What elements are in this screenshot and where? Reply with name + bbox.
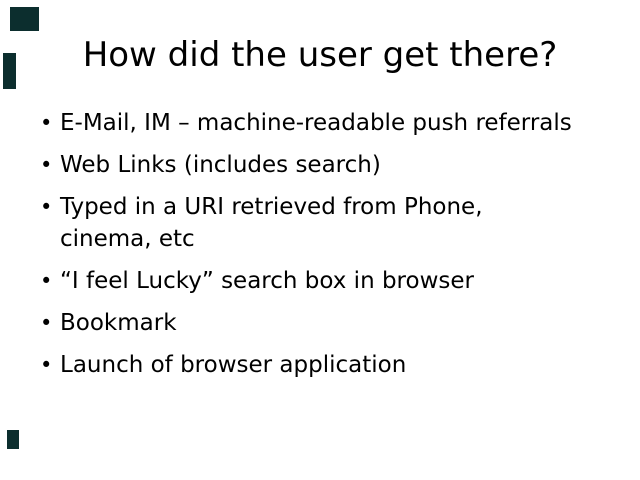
template-square-bottom-icon (7, 430, 19, 449)
bullet-icon: • (40, 269, 53, 293)
list-item (40, 107, 580, 139)
bullet-text: E-Mail, IM – machine-readable push referrals (60, 110, 572, 136)
list-item (40, 307, 580, 339)
list-item (40, 149, 580, 181)
bullet-list (40, 107, 580, 391)
bullet-icon: • (40, 195, 53, 219)
bullet-icon: • (40, 111, 53, 135)
bullet-text: Typed in a URI retrieved from Phone, cinema, etc (60, 194, 483, 252)
template-square-top-icon (10, 7, 39, 31)
bullet-text: Launch of browser application (60, 352, 407, 378)
list-item (40, 265, 580, 297)
bullet-text: “I feel Lucky” search box in browser (60, 268, 474, 294)
bullet-text: Bookmark (60, 310, 177, 336)
bullet-icon: • (40, 153, 53, 177)
template-square-middle-icon (3, 53, 16, 89)
bullet-icon: • (40, 311, 53, 335)
list-item (40, 191, 580, 255)
list-item (40, 349, 580, 381)
bullet-text: Web Links (includes search) (60, 152, 381, 178)
slide-title: How did the user get there? (82, 35, 558, 75)
bullet-icon: • (40, 353, 53, 377)
